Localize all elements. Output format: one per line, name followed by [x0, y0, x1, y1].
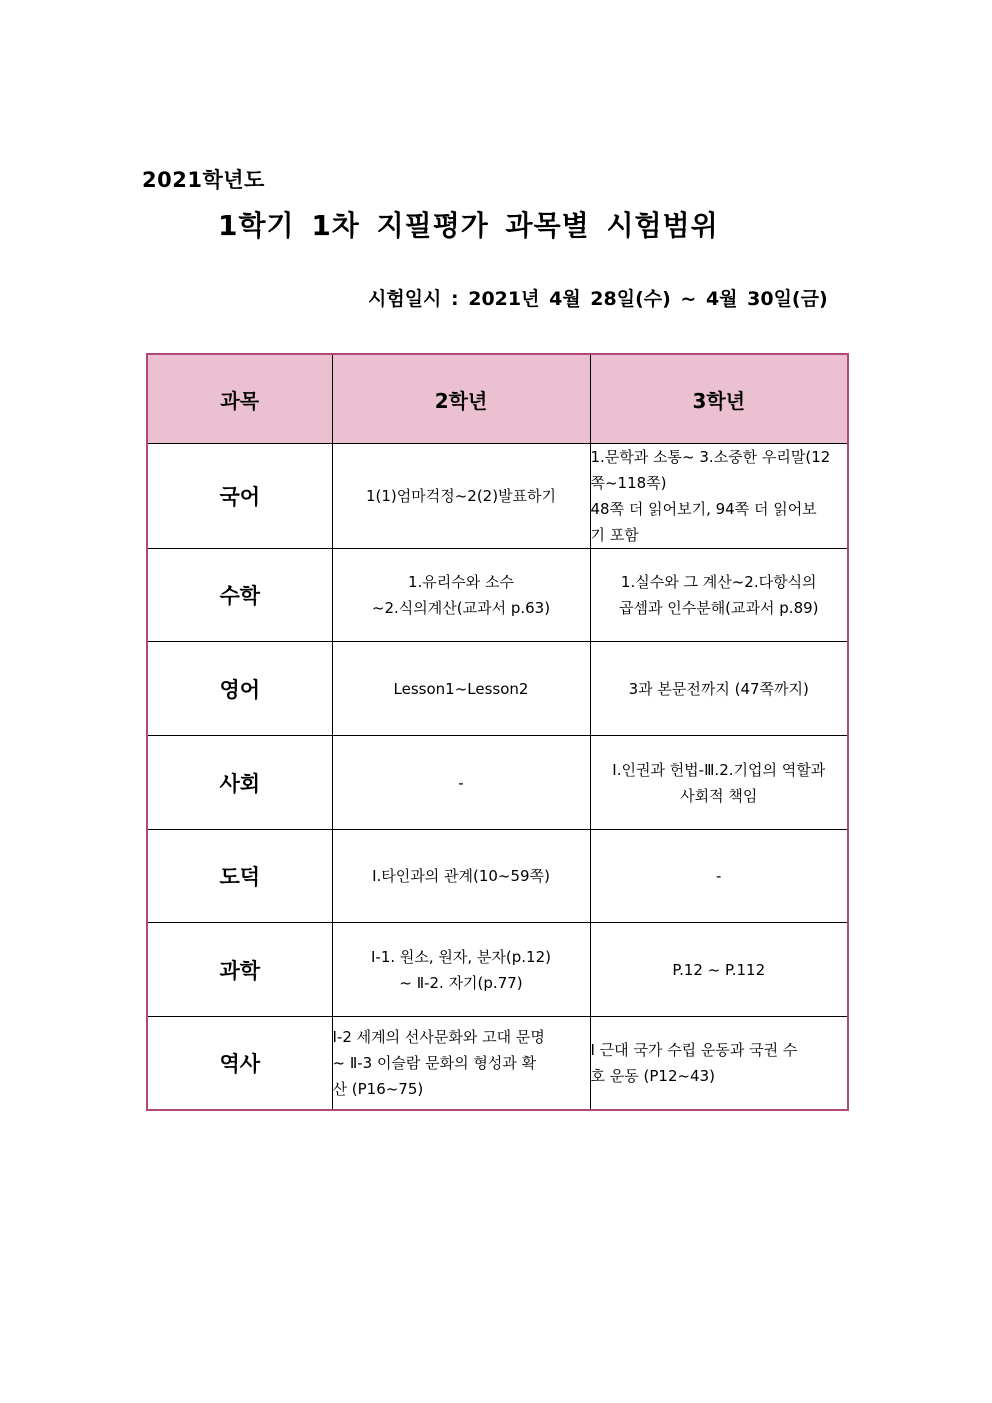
- scope-line: Lesson1~Lesson2: [393, 679, 529, 698]
- table-row: [147, 444, 848, 549]
- subject-name: 수학: [147, 549, 332, 642]
- document-title: 1학기 1차 지필평가 과목별 시험범위: [218, 209, 719, 242]
- table-row: [147, 923, 848, 1017]
- scope-line: -: [716, 867, 722, 885]
- grade2-scope: [332, 923, 590, 1017]
- grade2-scope: [332, 549, 590, 642]
- grade3-scope: [590, 444, 848, 549]
- table-row: [147, 830, 848, 923]
- scope-line: Ⅰ 근대 국가 수립 운동과 국권 수: [590, 1040, 798, 1059]
- header-subject: 과목: [147, 354, 332, 444]
- subject-name: 과학: [147, 923, 332, 1017]
- scope-line: 기 포함: [590, 526, 639, 544]
- table-row: [147, 549, 848, 642]
- header-grade-3: 3학년: [590, 354, 848, 444]
- grade2-scope: [332, 830, 590, 923]
- scope-line: Ⅰ-2 세계의 선사문화와 고대 문명: [332, 1027, 545, 1046]
- grade2-scope: [332, 444, 590, 549]
- scope-line: ~2.식의계산(교과서 p.63): [371, 599, 551, 617]
- subject-name: 역사: [147, 1017, 332, 1110]
- scope-line: 곱셈과 인수분해(교과서 p.89): [618, 599, 819, 617]
- scope-line: 1(1)엄마걱정~2(2)발표하기: [365, 487, 557, 505]
- grade3-scope: [590, 923, 848, 1017]
- header-grade-2: 2학년: [332, 354, 590, 444]
- table-header-row: [147, 354, 848, 444]
- grade2-scope: [332, 736, 590, 830]
- scope-line: Ⅰ.인권과 헌법-Ⅲ.2.기업의 역할과: [612, 760, 826, 779]
- scope-line: 1.실수와 그 계산~2.다항식의: [620, 573, 817, 591]
- grade3-scope: [590, 1017, 848, 1110]
- table-row: [147, 736, 848, 830]
- scope-line: P.12 ~ P.112: [672, 960, 766, 979]
- subject-name: 도덕: [147, 830, 332, 923]
- subject-name: 영어: [147, 642, 332, 736]
- subject-name: 사회: [147, 736, 332, 830]
- grade3-scope: [590, 549, 848, 642]
- scope-line: 호 운동 (P12~43): [590, 1066, 715, 1085]
- scope-line: 산 (P16~75): [332, 1079, 424, 1098]
- scope-line: 1.문학과 소통~ 3.소중한 우리말(12: [590, 448, 831, 466]
- exam-date: 시험일시 : 2021년 4월 28일(수) ~ 4월 30일(금): [368, 288, 828, 310]
- scope-line: Ⅰ.타인과의 관계(10~59쪽): [372, 867, 550, 885]
- grade2-scope: [332, 1017, 590, 1110]
- scope-line: 사회적 책임: [680, 786, 758, 805]
- table-row: [147, 642, 848, 736]
- scope-line: 3과 본문전까지 (47쪽까지): [628, 679, 809, 698]
- school-year: 2021학년도: [142, 168, 265, 192]
- scope-line: 쪽~118쪽): [590, 474, 667, 492]
- scope-line: ~ Ⅱ-2. 자기(p.77): [399, 973, 523, 992]
- subject-name: 국어: [147, 444, 332, 549]
- scope-line: ~ Ⅱ-3 이슬람 문화의 형성과 확: [332, 1053, 537, 1072]
- exam-scope-table: [146, 353, 849, 1111]
- grade2-scope: [332, 642, 590, 736]
- scope-line: Ⅰ-1. 원소, 원자, 분자(p.12): [370, 947, 551, 966]
- grade3-scope: [590, 736, 848, 830]
- grade3-scope: [590, 642, 848, 736]
- table-row: [147, 1017, 848, 1110]
- scope-line: -: [458, 773, 464, 792]
- scope-line: 1.유리수와 소수: [407, 573, 515, 591]
- scope-line: 48쪽 더 읽어보기, 94쪽 더 읽어보: [590, 500, 817, 518]
- grade3-scope: [590, 830, 848, 923]
